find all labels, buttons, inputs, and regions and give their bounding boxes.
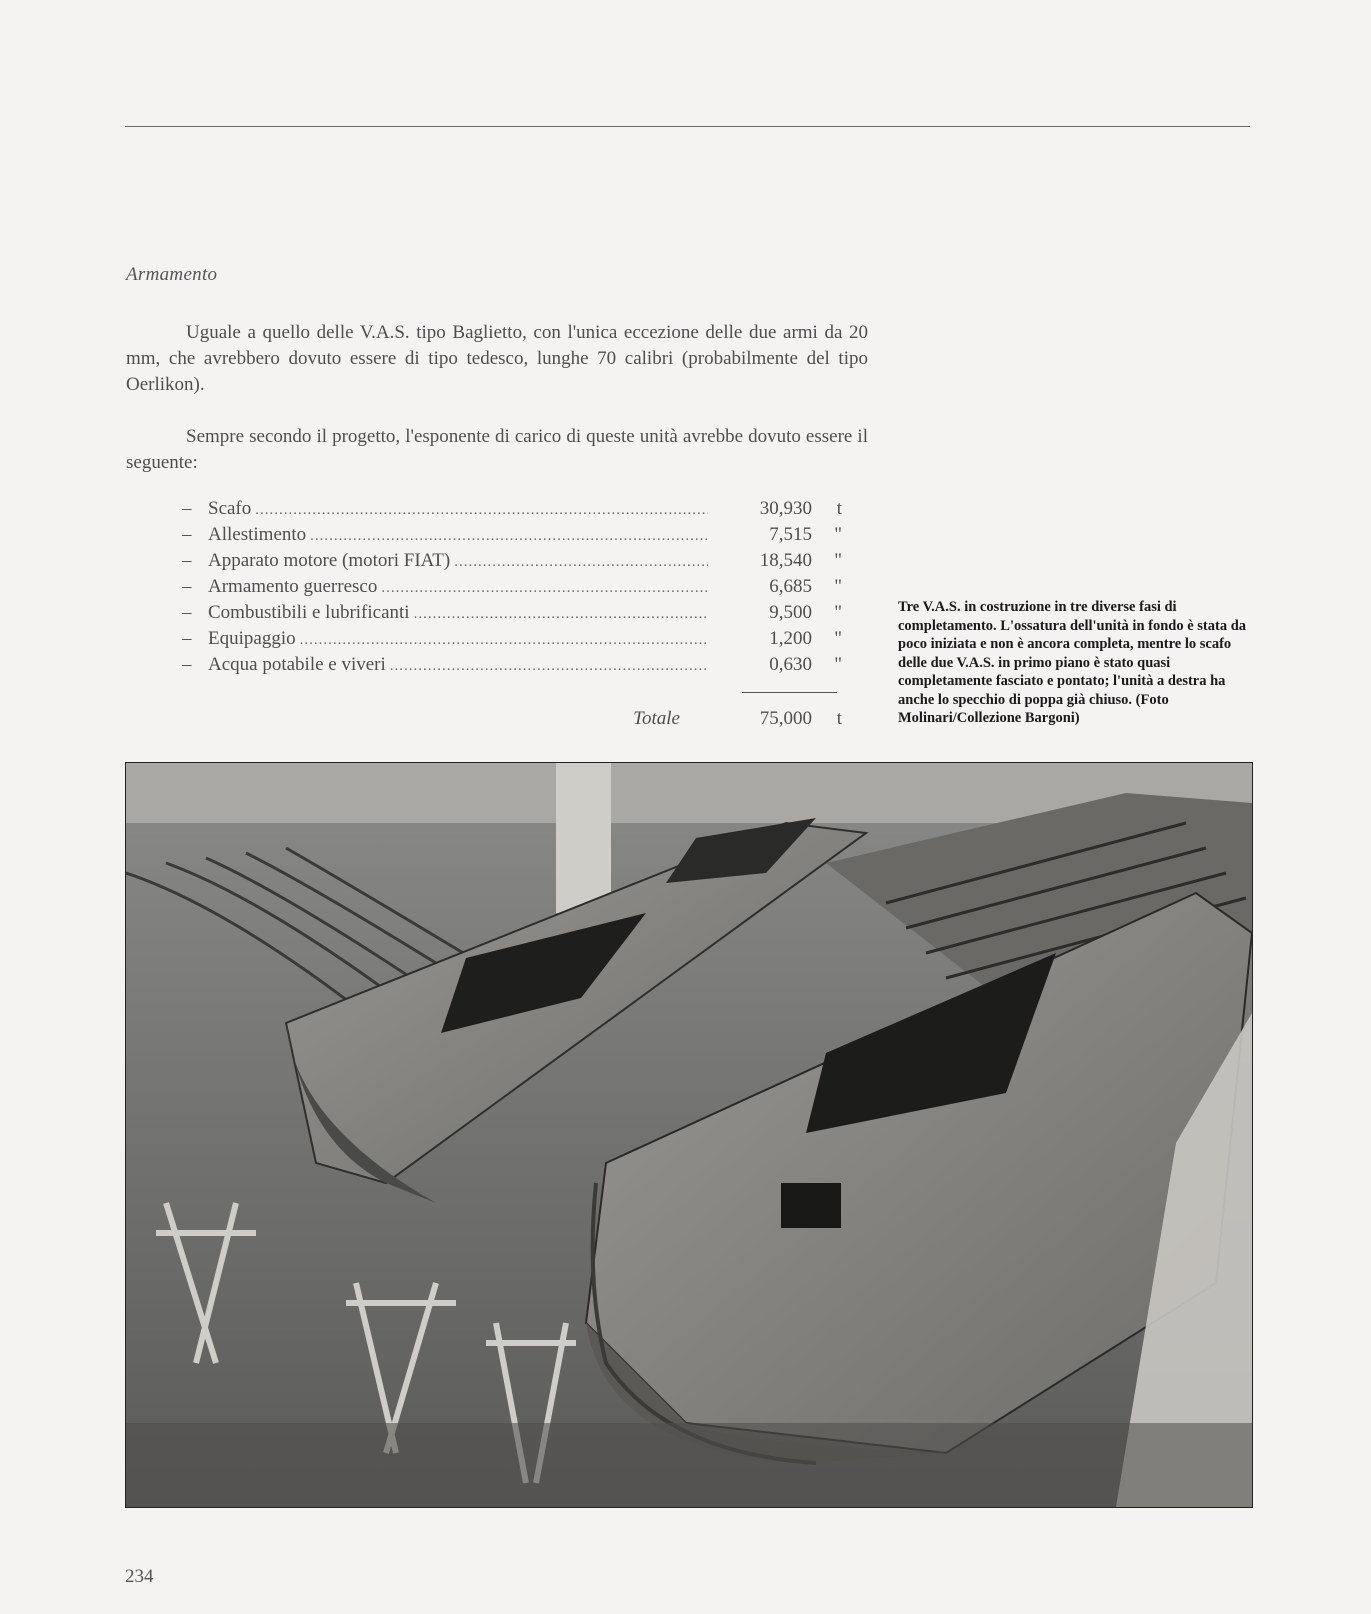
- row-dash: –: [182, 524, 192, 545]
- row-label: Scafo: [208, 498, 252, 519]
- row-unit: ": [834, 576, 842, 597]
- paragraph-armament: Uguale a quello delle V.A.S. tipo Baglietto, con l'unica eccezione delle due armi da 20 mm, che avrebbero dovuto essere di tipo tedesco, lunghe 70 calibri (probabilmente del tipo Oerlikon).: [126, 322, 868, 395]
- load-row: [182, 550, 842, 576]
- total-rule: [742, 692, 837, 693]
- row-dash: –: [182, 602, 192, 623]
- leader-dots: [255, 502, 708, 519]
- leader-dots: [300, 632, 708, 649]
- row-unit: ": [834, 550, 842, 571]
- load-row: [182, 602, 842, 628]
- row-unit: ": [834, 628, 842, 649]
- row-value: 1,200: [769, 628, 812, 649]
- row-unit: ": [834, 602, 842, 623]
- row-dash: –: [182, 628, 192, 649]
- top-rule: [125, 126, 1250, 127]
- row-label: Apparato motore (motori FIAT): [208, 550, 451, 571]
- row-dash: –: [182, 654, 192, 675]
- leader-dots: [454, 554, 708, 571]
- row-dash: –: [182, 498, 192, 519]
- load-row: [182, 498, 842, 524]
- total-label: Totale: [633, 708, 680, 729]
- total-row: [182, 708, 842, 730]
- total-unit: t: [836, 708, 842, 729]
- row-unit: ": [834, 524, 842, 545]
- load-row: [182, 628, 842, 654]
- row-dash: –: [182, 576, 192, 597]
- load-row: [182, 576, 842, 602]
- leader-dots: [310, 528, 708, 545]
- row-dash: –: [182, 550, 192, 571]
- row-label: Allestimento: [208, 524, 307, 545]
- row-value: 0,630: [769, 654, 812, 675]
- row-label: Combustibili e lubrificanti: [208, 602, 410, 623]
- load-row: [182, 654, 842, 680]
- total-value: 75,000: [759, 708, 812, 729]
- leader-dots: [390, 658, 708, 675]
- load-row: [182, 524, 842, 550]
- leader-dots: [381, 580, 708, 597]
- row-value: 18,540: [759, 550, 812, 571]
- row-value: 9,500: [769, 602, 812, 623]
- row-unit: t: [836, 498, 842, 519]
- load-table: [182, 498, 842, 680]
- photo-caption: Tre V.A.S. in costruzione in tre diverse fasi di completamento. L'ossatura dell'unità in fondo è stata da poco iniziata e non è ancora completa, mentre lo scafo delle due V.A.S. in primo piano è stato quasi completamente fasciato e pontato; l'unità a destra ha anche lo specchio di poppa già chiuso. (Foto Molinari/Collezione Bargoni): [898, 599, 1247, 726]
- row-unit: ": [834, 654, 842, 675]
- row-label: Equipaggio: [208, 628, 296, 649]
- paragraph-load: Sempre secondo il progetto, l'esponente di carico di queste unità avrebbe dovuto essere il seguente:: [126, 426, 868, 473]
- row-label: Armamento guerresco: [208, 576, 378, 597]
- leader-dots: [414, 606, 708, 623]
- row-label: Acqua potabile e viveri: [208, 654, 386, 675]
- row-value: 6,685: [769, 576, 812, 597]
- row-value: 7,515: [769, 524, 812, 545]
- row-value: 30,930: [759, 498, 812, 519]
- shipyard-photo: [125, 762, 1253, 1508]
- page-number: 234: [125, 1566, 154, 1587]
- section-heading: Armamento: [126, 264, 218, 285]
